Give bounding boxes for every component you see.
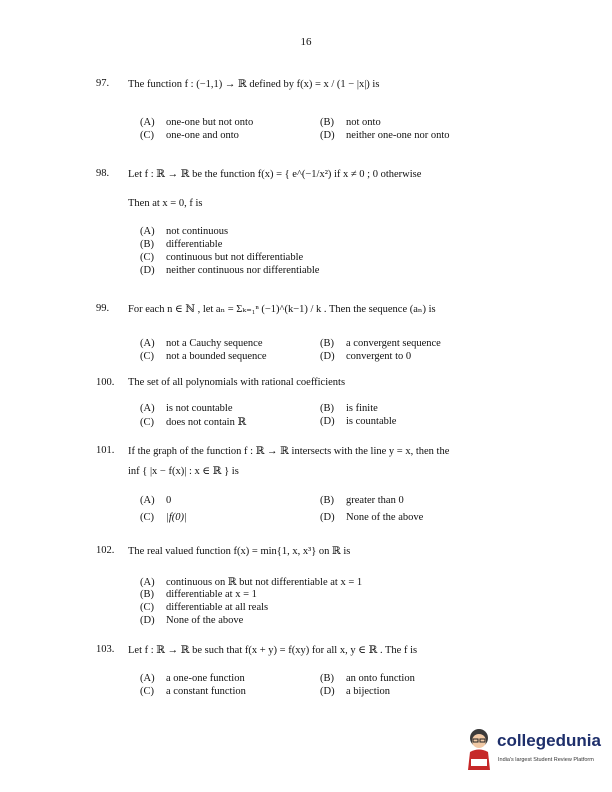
question-stem: The function f : (−1,1) → ℝ defined by f(x) = x / (1 − |x|) is (128, 79, 380, 90)
question-stem: The set of all polynomials with rational coefficients (128, 377, 346, 388)
question-stem: Let f : ℝ → ℝ be such that f(x + y) = f(xy) for all x, y ∈ ℝ . The f is (128, 645, 418, 656)
option-b: (B) greater than 0 (320, 495, 404, 506)
question-number: 98. (96, 168, 110, 179)
logo-tagline: India's largest Student Review Platform (498, 757, 594, 763)
question-number: 102. (96, 545, 115, 556)
option-a: (A) 0 (140, 495, 172, 506)
mascot-icon (462, 726, 496, 770)
option-b: (B) a convergent sequence (320, 338, 441, 349)
option-b: (B) an onto function (320, 673, 415, 684)
question-number: 97. (96, 78, 110, 89)
option-d: (D) neither one-one nor onto (320, 130, 450, 141)
option-a: (A) a one-one function (140, 673, 245, 684)
question-number: 100. (96, 377, 115, 388)
option-a: (A) is not countable (140, 403, 233, 414)
logo-wordmark: collegedunia (497, 731, 601, 750)
option-d: (D) None of the above (320, 512, 424, 523)
option-b: (B) differentiable at x = 1 (140, 589, 257, 600)
option-c: (C) differentiable at all reals (140, 602, 269, 613)
option-c: (C) one-one and onto (140, 130, 239, 141)
option-a: (A) not continuous (140, 226, 229, 237)
question-number: 103. (96, 644, 115, 655)
question-stem: The real valued function f(x) = min{1, x, x³} on ℝ is (128, 546, 351, 557)
page-number: 16 (300, 36, 312, 48)
option-a: (A) continuous on ℝ but not differentiable at x = 1 (140, 577, 363, 588)
option-c: (C) continuous but not differentiable (140, 252, 304, 263)
option-c: (C) |f(0)| (140, 512, 187, 523)
question-stem: Let f : ℝ → ℝ be the function f(x) = { e^(−1/x²) if x ≠ 0 ; 0 otherwise (128, 169, 422, 180)
question-stem-continued: Then at x = 0, f is (128, 198, 203, 209)
question-stem-continued: inf { |x − f(x)| : x ∈ ℝ } is (128, 466, 239, 477)
option-c: (C) a constant function (140, 686, 246, 697)
question-number: 101. (96, 445, 115, 456)
question-number: 99. (96, 303, 110, 314)
option-b: (B) is finite (320, 403, 378, 414)
option-d: (D) neither continuous nor differentiable (140, 265, 320, 276)
option-d: (D) is countable (320, 416, 397, 427)
option-a: (A) not a Cauchy sequence (140, 338, 263, 349)
option-c: (C) does not contain ℝ (140, 417, 247, 428)
option-a: (A) one-one but not onto (140, 117, 254, 128)
option-d: (D) None of the above (140, 615, 244, 626)
option-c: (C) not a bounded sequence (140, 351, 267, 362)
option-d: (D) convergent to 0 (320, 351, 412, 362)
option-d: (D) a bijection (320, 686, 391, 697)
option-b: (B) not onto (320, 117, 381, 128)
question-stem: If the graph of the function f : ℝ → ℝ intersects with the line y = x, then the (128, 446, 450, 457)
question-stem: For each n ∈ ℕ , let aₙ = Σₖ₌₁ⁿ (−1)^(k−1) / k . Then the sequence (aₙ) is (128, 304, 436, 315)
option-b: (B) differentiable (140, 239, 223, 250)
